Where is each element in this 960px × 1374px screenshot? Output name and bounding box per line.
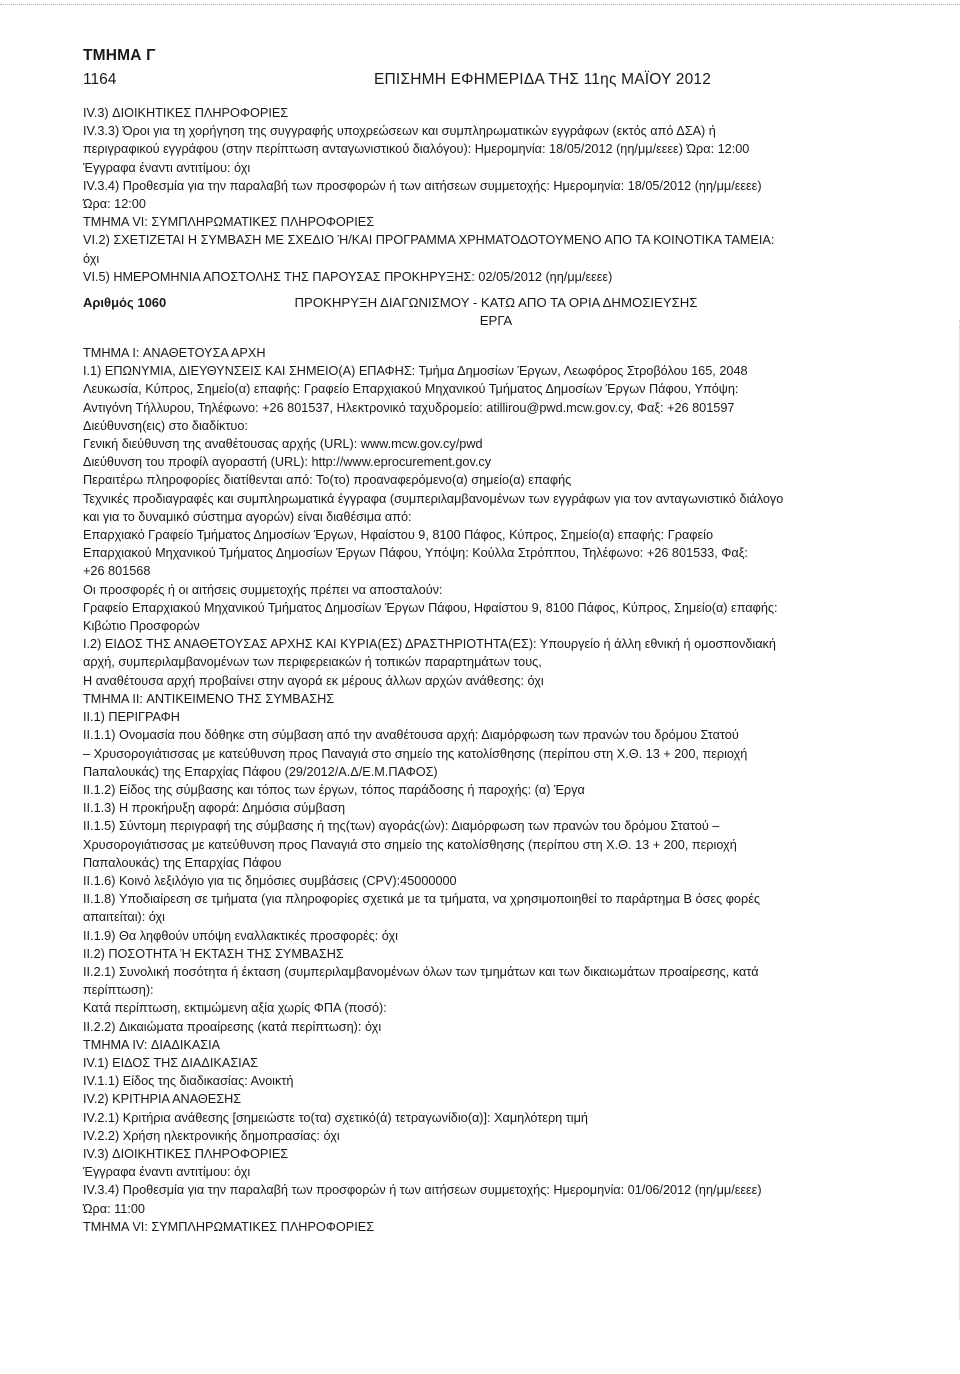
text-line: Κατά περίπτωση, εκτιμώμενη αξία χωρίς ΦΠΑ (ποσό): (83, 1001, 387, 1016)
text-line: Διεύθυνση του προφίλ αγοραστή (URL): http://www.eprocurement.gov.cy (83, 455, 492, 470)
text-line: Περαιτέρω πληροφορίες διατίθενται από: Το(το) προαναφερόμενο(α) σημείο(α) επαφής (83, 473, 572, 488)
notice-number: Αριθμός 1060 (83, 295, 167, 311)
text-line: Έγγραφα έναντι αντιτίμου: όχι (83, 1165, 251, 1180)
journal-title: ΕΠΙΣΗΜΗ ΕΦΗΜΕΡΙΔΑ ΤΗΣ 11ης ΜΑΪΟΥ 2012 (374, 71, 712, 88)
text-line: Επαρχιακό Γραφείο Τμήματος Δημοσίων Έργων, Ηφαίστου 9, 8100 Πάφος, Κύπρος, Σημείο(α) επαφής: Γραφείο (83, 528, 714, 543)
text-line: IV.1) ΕΙΔΟΣ ΤΗΣ ΔΙΑΔΙΚΑΣΙΑΣ (83, 1055, 258, 1070)
text-line: ΤΜΗΜΑ I: ΑΝΑΘΕΤΟΥΣΑ ΑΡΧΗ (83, 346, 266, 361)
text-line: II.1.2) Είδος της σύμβασης και τόπος των έργων, τόπος παράδοσης ή παροχής: (α) Έργα (83, 782, 585, 797)
text-line: VI.5) ΗΜΕΡΟΜΗΝΙΑ ΑΠΟΣΤΟΛΗΣ ΤΗΣ ΠΑΡΟΥΣΑΣ ΠΡΟΚΗΡΥΞΗΣ: 02/05/2012 (ηη/μμ/εεεε) (83, 269, 613, 284)
text-line: απαιτείται): όχι (83, 910, 166, 925)
notice-title-line: ΠΡΟΚΗΡΥΞΗ ΔΙΑΓΩΝΙΣΜΟΥ - ΚΑΤΩ ΑΠΟ ΤΑ ΟΡΙΑ ΔΗΜΟΣΙΕΥΣΗΣ (294, 295, 698, 311)
notice-header (83, 286, 883, 344)
page-number: 1164 (83, 71, 117, 88)
text-line: ΤΜΗΜΑ IV: ΔΙΑΔΙΚΑΣΙΑ (83, 1037, 221, 1052)
text-line: IV.2.1) Κριτήρια ανάθεσης [σημειώστε το(τα) σχετικό(ά) τετραγωνίδιο(α)]: Χαμηλότερη τιμή (83, 1110, 588, 1125)
text-line: +26 801568 (83, 564, 151, 579)
text-line: IV.3.3) Όροι για τη χορήγηση της συγγραφής υποχρεώσεων και συμπληρωματικών εγγράφων (εκτός από ΔΣΑ) ή (83, 124, 716, 139)
text-line: ΤΜΗΜΑ VI: ΣΥΜΠΛΗΡΩΜΑΤΙΚΕΣ ΠΛΗΡΟΦΟΡΙΕΣ (83, 215, 375, 230)
text-line: όχι (83, 251, 100, 266)
notice-title-line: ΕΡΓΑ (479, 313, 513, 329)
text-line: II.2) ΠΟΣΟΤΗΤΑ Ή ΕΚΤΑΣΗ ΤΗΣ ΣΥΜΒΑΣΗΣ (83, 946, 344, 961)
text-line: Ώρα: 11:00 (83, 1201, 145, 1216)
text-line: IV.3) ΔΙΟΙΚΗΤΙΚΕΣ ΠΛΗΡΟΦΟΡΙΕΣ (83, 1146, 289, 1161)
text-line: IV.3.4) Προθεσμία για την παραλαβή των προσφορών ή των αιτήσεων συμμετοχής: Ημερομηνία: 18/05/2012 (ηη/μμ/εεεε) (83, 178, 762, 193)
notice-body (83, 344, 883, 1236)
text-line: II.1) ΠΕΡΙΓΡΑΦΗ (83, 710, 180, 725)
text-line: περιγραφικού εγγράφου (στην περίπτωση ανταγωνιστικού διαλόγου): Ημερομηνία: 18/05/2012 (ηη/μμ/εεεε) Ώρα: 12:00 (83, 142, 750, 157)
text-line: Η αναθέτουσα αρχή προβαίνει στην αγορά εκ μέρους άλλων αρχών ανάθεσης: όχι (83, 673, 544, 688)
text-line: Τεχνικές προδιαγραφές και συμπληρωματικά έγγραφα (συμπεριλαμβανομένων των εγγράφων για τον ανταγωνιστικό διάλογο (83, 491, 784, 506)
text-line: IV.1.1) Είδος της διαδικασίας: Ανοικτή (83, 1074, 294, 1089)
text-line: Πaπαλουκάς) της Επαρχίας Πάφου (29/2012/Α.Δ/Ε.Μ.ΠΑΦΟΣ) (83, 764, 438, 779)
text-line: IV.2.2) Χρήση ηλεκτρονικής δημοπρασίας: όχι (83, 1128, 340, 1143)
text-line: II.1.6) Κοινό λεξιλόγιο για τις δημόσιες συμβάσεις (CPV):45000000 (83, 873, 457, 888)
text-line: ΤΜΗΜΑ VI: ΣΥΜΠΛΗΡΩΜΑΤΙΚΕΣ ΠΛΗΡΟΦΟΡΙΕΣ (83, 1219, 375, 1234)
text-line: Λευκωσία, Κύπρος, Σημείο(α) επαφής: Γραφείο Επαρχιακού Μηχανικού Τμήματος Δημοσίων Έργων Πάφου, Υπόψη: (83, 382, 739, 397)
text-line: περίπτωση): (83, 983, 154, 998)
text-line: I.1) ΕΠΩΝΥΜΙΑ, ΔΙΕΥΘΥΝΣΕΙΣ ΚΑΙ ΣΗΜΕΙΟ(Α) ΕΠΑΦΗΣ: Τμήμα Δημοσίων Έργων, Λεωφόρος Στροβόλου 165, 2048 (83, 364, 748, 379)
text-line: IV.3) ΔΙΟΙΚΗΤΙΚΕΣ ΠΛΗΡΟΦΟΡΙΕΣ (83, 106, 289, 120)
text-line: Χρυσορογιάτισσας με κατεύθυνση προς Παναγιά στο σημείο της κατολίσθησης (περίπου στη Χ.Θ. 13 + 200, περιοχή (83, 837, 737, 852)
document-body (83, 104, 883, 1236)
text-line: αρχή, συμπεριλαμβανομένων των περιφερειακών ή τοπικών παραρτημάτων τους, (83, 655, 542, 670)
text-line: – Χρυσορογιάτισσας με κατεύθυνση προς Παναγιά στο σημείο της κατολίσθησης (περίπου στη Χ.Θ. 13 + 200, περιοχή (83, 746, 748, 761)
text-line: II.2.2) Δικαιώματα προαίρεσης (κατά περίπτωση): όχι (83, 1019, 382, 1034)
text-line: II.1.3) Η προκήρυξη αφορά: Δημόσια σύμβαση (83, 801, 346, 816)
text-line: Διεύθυνση(εις) στο διαδίκτυο: (83, 418, 248, 433)
text-line: Παπαλουκάς) της Επαρχίας Πάφου (83, 855, 282, 870)
text-line: Οι προσφορές ή οι αιτήσεις συμμετοχής πρέπει να αποσταλούν: (83, 582, 443, 597)
text-line: II.1.1) Ονομασία που δόθηκε στη σύμβαση από την αναθέτουσα αρχή: Διαμόρφωση των πρανών του δρόμου Στατού (83, 728, 739, 743)
text-line: και για το δυναμικό σύστημα αγορών) είναι διαθέσιμα από: (83, 509, 412, 524)
text-line: Γενική διεύθυνση της αναθέτουσας αρχής (URL): www.mcw.gov.cy/pwd (83, 437, 483, 452)
text-line: IV.2) ΚΡΙΤΗΡΙΑ ΑΝΑΘΕΣΗΣ (83, 1092, 242, 1107)
text-line: IV.3.4) Προθεσμία για την παραλαβή των προσφορών ή των αιτήσεων συμμετοχής: Ημερομηνία: 01/06/2012 (ηη/μμ/εεεε) (83, 1183, 762, 1198)
text-line: II.1.5) Σύντομη περιγραφή της σύμβασης ή της(των) αγοράς(ών): Διαμόρφωση των πρανών του δρόμου Στατού – (83, 819, 720, 834)
text-line: II.1.8) Υποδιαίρεση σε τμήματα (για πληροφορίες σχετικά με τα τμήματα, να χρησιμοποιηθεί το παράρτημα Β όσες φορές (83, 892, 760, 907)
text-line: Αντιγόνη Τήλλυρου, Τηλέφωνο: +26 801537, Ηλεκτρονικό ταχυδρομείο: atillirou@pwd.mcw.gov.cy, Φαξ: +26 801597 (83, 400, 735, 415)
text-line: VI.2) ΣΧΕΤΙΖΕΤΑΙ Η ΣΥΜΒΑΣΗ ΜΕ ΣΧΕΔΙΟ Ή/ΚΑΙ ΠΡΟΓΡΑΜΜΑ ΧΡΗΜΑΤΟΔΟΤΟΥΜΕΝΟ ΑΠΟ ΤΑ ΚΟΙΝΟΤΙΚΑ ΤΑΜΕΙΑ: (83, 233, 775, 248)
text-line: Έγγραφα έναντι αντιτίμου: όχι (83, 160, 251, 175)
text-line: ΤΜΗΜΑ II: ΑΝΤΙΚΕΙΜΕΝΟ ΤΗΣ ΣΥΜΒΑΣΗΣ (83, 691, 335, 706)
text-line: II.2.1) Συνολική ποσότητα ή έκταση (συμπεριλαμβανομένων όλων των τμημάτων και των δικαιωμάτων προαίρεσης, κατά (83, 964, 759, 979)
text-line: Γραφείο Επαρχιακού Μηχανικού Τμήματος Δημοσίων Έργων Πάφου, Ηφαίστου 9, 8100 Πάφος, Κύπρος, Σημείο(α) επαφής: (83, 600, 778, 615)
text-line: Επαρχιακού Μηχανικού Τμήματος Δημοσίων Έργων Πάφου, Υπόψη: Κούλλα Στρόππου, Τηλέφωνο: +26 801533, Φαξ: (83, 546, 748, 561)
text-line: I.2) ΕΙΔΟΣ ΤΗΣ ΑΝΑΘΕΤΟΥΣΑΣ ΑΡΧΗΣ ΚΑΙ ΚΥΡΙΑ(ΕΣ) ΔΡΑΣΤΗΡΙΟΤΗΤΑ(ΕΣ): Υπουργείο ή άλλη εθνική ή ομοσπονδιακή (83, 637, 776, 652)
section-heading: ΤΜΗΜΑ Γ (83, 47, 156, 64)
text-line: II.1.9) Θα ληφθούν υπόψη εναλλακτικές προσφορές: όχι (83, 928, 398, 943)
notice-title (259, 294, 733, 330)
scan-edge-line (0, 4, 960, 5)
text-line: Κιβώτιο Προσφορών (83, 619, 200, 634)
text-line: Ώρα: 12:00 (83, 197, 146, 212)
